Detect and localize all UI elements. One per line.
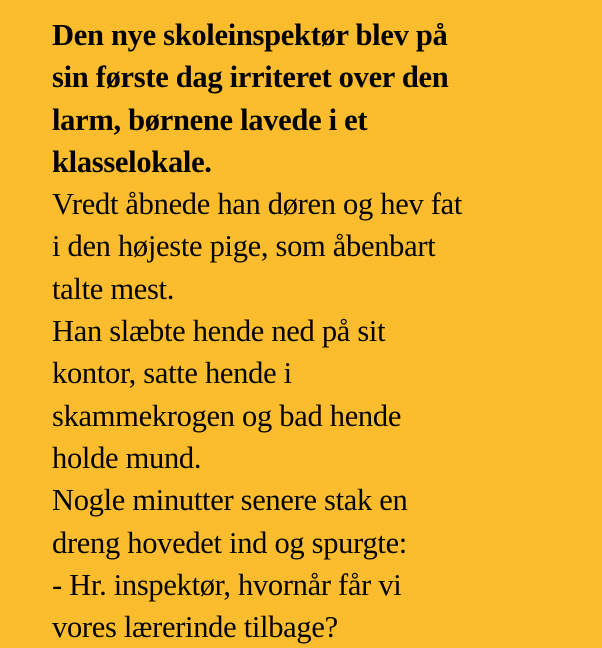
body-line: kontor, satte hende i	[52, 356, 292, 391]
body-line: - Hr. inspektør, hvornår får vi	[52, 567, 402, 602]
body-line: i den højeste pige, som åbenbart	[52, 229, 436, 264]
heading-line: klasselokale.	[52, 144, 212, 179]
heading-line: sin første dag irriteret over den	[52, 60, 449, 95]
body-line: Vredt åbnede han døren og hev fat	[52, 187, 463, 222]
heading-line: Den nye skoleinspektør blev på	[52, 18, 448, 52]
body-line: dreng hovedet ind og spurgte:	[52, 525, 407, 560]
joke-text-block	[52, 14, 597, 648]
body-line: talte mest.	[52, 271, 175, 306]
body-line: Han slæbte hende ned på sit	[52, 314, 386, 349]
heading-line: larm, børnene lavede i et	[52, 102, 368, 137]
body-line: skammekrogen og bad hende	[52, 398, 402, 433]
body-line: Nogle minutter senere stak en	[52, 483, 408, 518]
body-line: vores lærerinde tilbage?	[52, 610, 338, 645]
body-line: holde mund.	[52, 440, 202, 475]
